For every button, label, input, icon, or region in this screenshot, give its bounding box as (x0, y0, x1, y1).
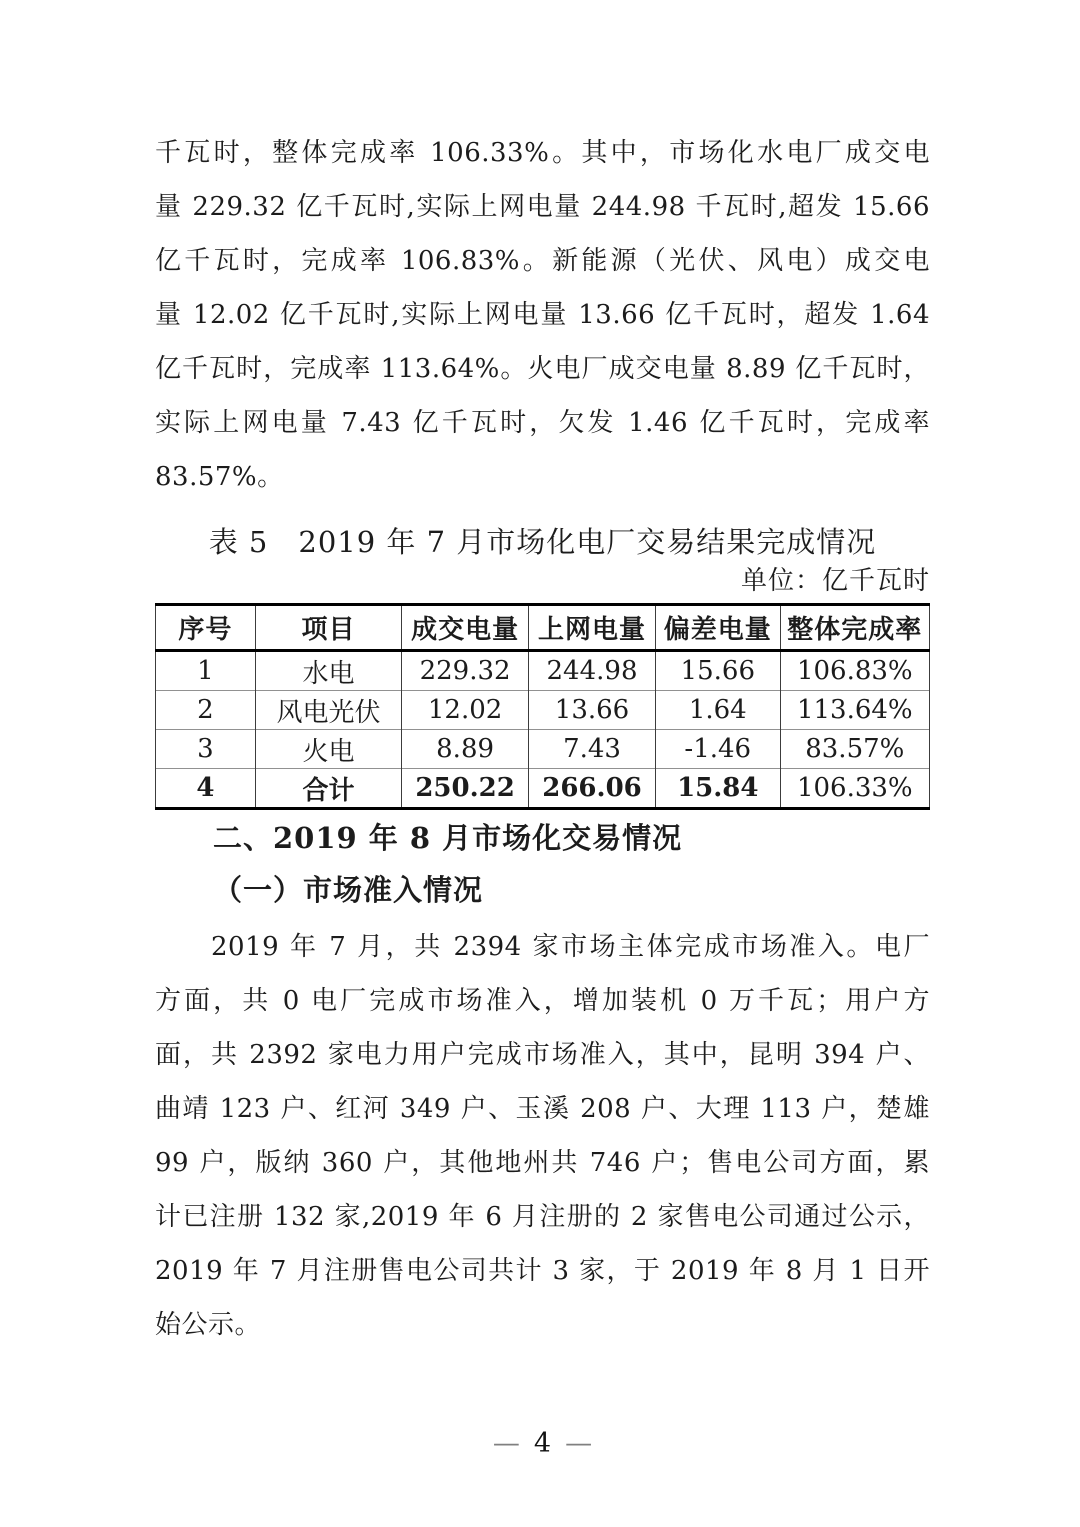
table-row (156, 691, 930, 730)
column-header-grid-volume: 上网电量 (529, 605, 656, 651)
table-cell: 1 (156, 651, 256, 691)
table-row (156, 730, 930, 769)
table-cell: 106.33% (780, 769, 929, 809)
table-row-total (156, 769, 930, 809)
table-cell: 8.89 (402, 730, 529, 769)
paragraph-line: 曲靖 123 户、红河 349 户、玉溪 208 户、大理 113 户，楚雄 (155, 1094, 930, 1124)
table-cell: -1.46 (655, 730, 780, 769)
page-number-dash-left: — (492, 1428, 520, 1459)
table-cell: 106.83% (780, 651, 929, 691)
table-cell: 2 (156, 691, 256, 730)
paragraph-line: 亿千瓦时，完成率 113.64%。火电厂成交电量 8.89 亿千瓦时， (155, 354, 930, 384)
column-header-item: 项目 (255, 605, 401, 651)
table-cell: 风电光伏 (255, 691, 401, 730)
page-number-dash-right: — (565, 1428, 593, 1459)
page-number-value: 4 (533, 1428, 552, 1459)
page-number (155, 1426, 930, 1462)
body-paragraph-1 (155, 126, 930, 504)
body-paragraph-2 (155, 920, 930, 1352)
table-cell: 250.22 (402, 769, 529, 809)
page-content (155, 0, 930, 1462)
paragraph-line: 83.57%。 (155, 462, 284, 492)
table-cell: 113.64% (780, 691, 929, 730)
section-heading: 二、2019 年 8 月市场化交易情况 (213, 821, 683, 855)
table-unit-label: 单位：亿千瓦时 (740, 566, 930, 596)
paragraph-line: 量 229.32 亿千瓦时,实际上网电量 244.98 千瓦时,超发 15.66 (155, 192, 930, 222)
paragraph-line: 2019 年 7 月，共 2394 家市场主体完成市场准入。电厂 (211, 932, 930, 962)
column-header-completion-rate: 整体完成率 (780, 605, 929, 651)
results-table (155, 603, 930, 810)
table-cell: 266.06 (529, 769, 656, 809)
table-cell: 15.84 (655, 769, 780, 809)
table-cell: 7.43 (529, 730, 656, 769)
column-header-deviation: 偏差电量 (655, 605, 780, 651)
table-header-row (156, 605, 930, 651)
table-cell: 244.98 (529, 651, 656, 691)
table-cell: 1.64 (655, 691, 780, 730)
table-row (156, 651, 930, 691)
paragraph-line: 亿千瓦时，完成率 106.83%。新能源（光伏、风电）成交电 (155, 246, 930, 276)
paragraph-line: 计已注册 132 家,2019 年 6 月注册的 2 家售电公司通过公示， (155, 1202, 930, 1232)
subsection-heading: （一）市场准入情况 (213, 873, 484, 907)
paragraph-line: 实际上网电量 7.43 亿千瓦时，欠发 1.46 亿千瓦时，完成率 (155, 408, 930, 438)
paragraph-line: 始公示。 (155, 1310, 262, 1340)
table-cell: 合计 (255, 769, 401, 809)
table-cell: 火电 (255, 730, 401, 769)
column-header-deal-volume: 成交电量 (402, 605, 529, 651)
paragraph-line: 量 12.02 亿千瓦时,实际上网电量 13.66 亿千瓦时，超发 1.64 (155, 300, 930, 330)
paragraph-line: 2019 年 7 月注册售电公司共计 3 家，于 2019 年 8 月 1 日开 (155, 1256, 930, 1286)
paragraph-line: 面，共 2392 家电力用户完成市场准入，其中，昆明 394 户、 (155, 1040, 930, 1070)
table-cell: 13.66 (529, 691, 656, 730)
table-cell: 3 (156, 730, 256, 769)
table-title: 表 5 2019 年 7 月市场化电厂交易结果完成情况 (208, 525, 877, 559)
table-cell: 229.32 (402, 651, 529, 691)
table-cell: 15.66 (655, 651, 780, 691)
paragraph-line: 方面，共 0 电厂完成市场准入，增加装机 0 万千瓦；用户方 (155, 986, 930, 1016)
table-cell: 4 (156, 769, 256, 809)
paragraph-line: 99 户，版纳 360 户，其他地州共 746 户；售电公司方面，累 (155, 1148, 930, 1178)
table-cell: 水电 (255, 651, 401, 691)
paragraph-line: 千瓦时，整体完成率 106.33%。其中，市场化水电厂成交电 (155, 138, 930, 168)
table-cell: 12.02 (402, 691, 529, 730)
column-header-index: 序号 (156, 605, 256, 651)
table-cell: 83.57% (780, 730, 929, 769)
